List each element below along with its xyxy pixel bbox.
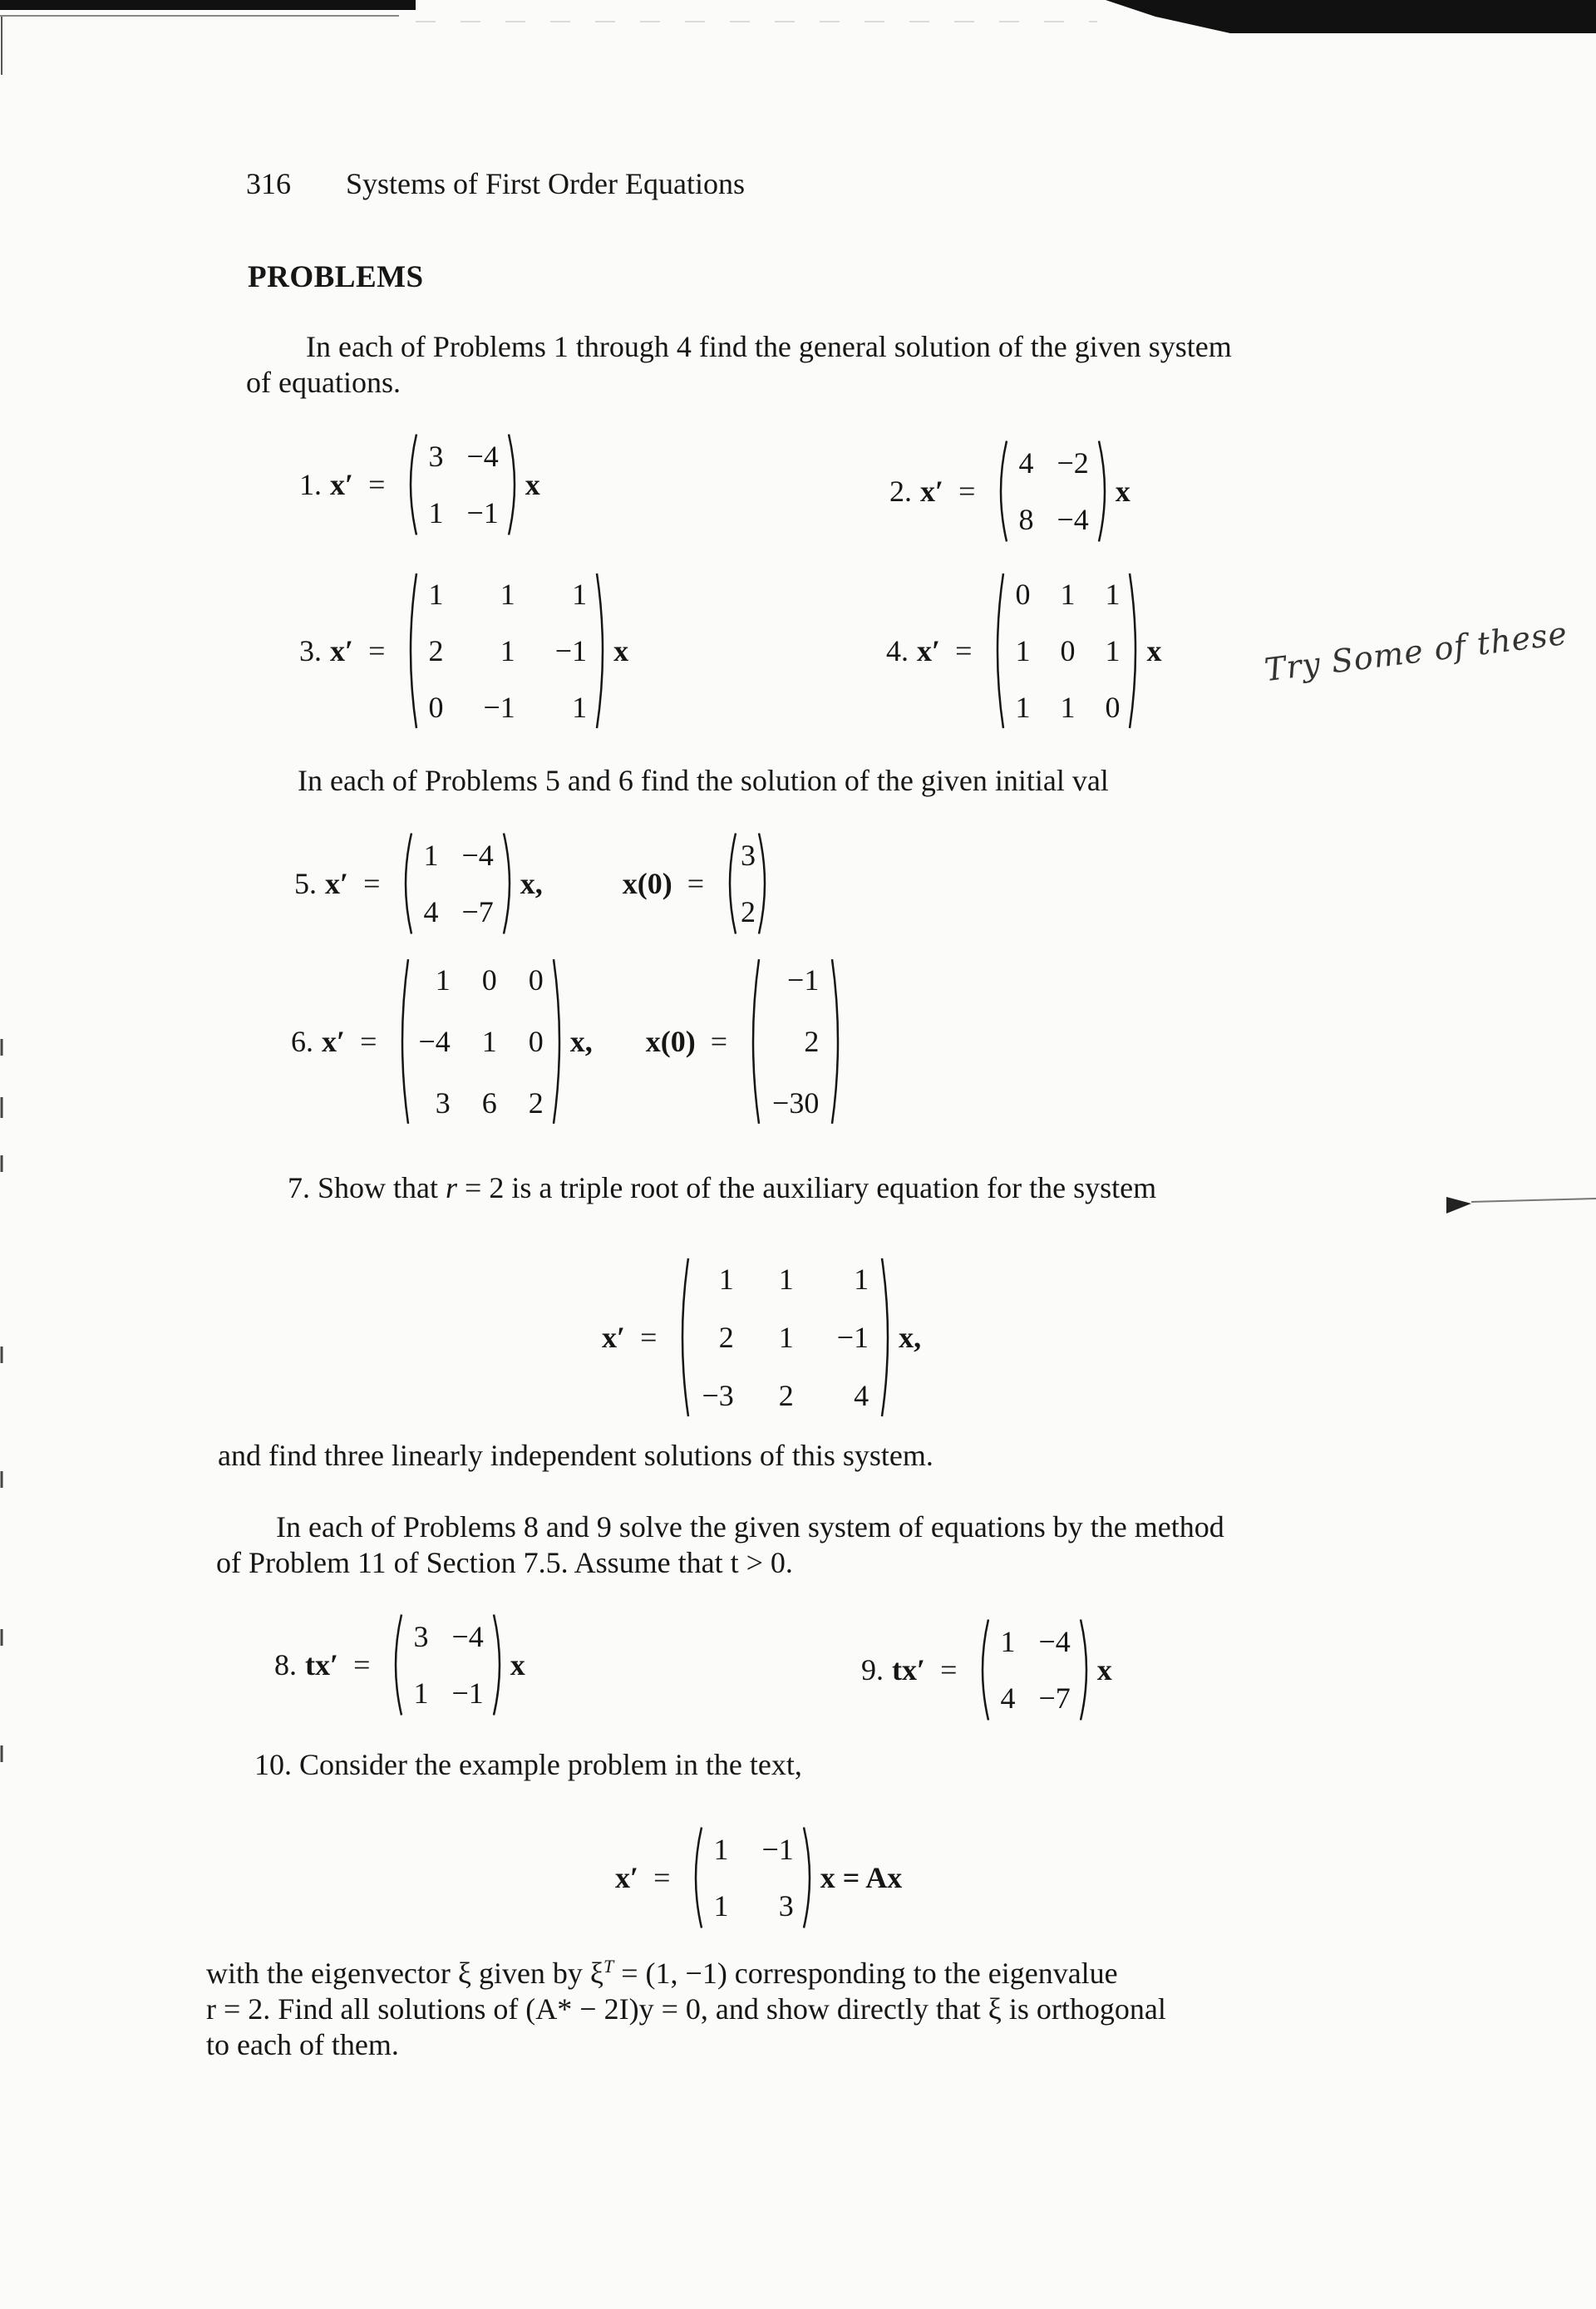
cell: −1	[483, 691, 515, 724]
cell: 2	[428, 634, 444, 667]
scan-edge-left	[0, 0, 12, 2309]
cell: 1	[413, 1676, 429, 1710]
cell: −4	[461, 839, 494, 872]
cell: 0	[1015, 578, 1031, 611]
equals: =	[958, 475, 976, 508]
cell: 3	[428, 440, 444, 473]
cell: 0	[1060, 634, 1076, 667]
cell: −1	[451, 1676, 484, 1710]
right-paren	[880, 1255, 895, 1420]
cell: −4	[1057, 503, 1089, 536]
problem-4	[886, 570, 1161, 731]
lhs: tx′	[892, 1653, 926, 1686]
rhs: x = Ax	[820, 1861, 903, 1894]
rhs: x	[1146, 634, 1162, 667]
equals: =	[955, 634, 973, 667]
left-paren	[688, 1825, 703, 1930]
cell: −4	[451, 1620, 484, 1653]
cell: 2	[741, 895, 756, 928]
body-line-3: to each of them.	[206, 2028, 399, 2061]
left-paren	[395, 956, 410, 1127]
matrix	[975, 1617, 1093, 1722]
cell: 1	[1060, 578, 1076, 611]
matrix	[675, 1255, 895, 1420]
cell: 1	[423, 839, 439, 872]
cell: 1	[572, 578, 588, 611]
rhs: x,	[899, 1321, 922, 1354]
cell: 1	[1105, 578, 1121, 611]
rhs: x	[525, 468, 540, 501]
cell: 4	[423, 895, 439, 928]
rhs: x	[510, 1648, 525, 1681]
left-paren	[975, 1617, 990, 1722]
cell: 1	[500, 578, 515, 611]
scan-edge-top	[0, 0, 1596, 33]
cell: 1	[778, 1263, 794, 1296]
rhs: x	[1115, 475, 1130, 508]
problem-7-text-rest: = 2 is a triple root of the auxiliary equation for the system	[457, 1171, 1157, 1204]
lhs: x′	[602, 1321, 626, 1354]
cell: 1	[718, 1263, 734, 1296]
problem-number: 3.	[299, 634, 322, 667]
problem-10-body	[206, 1948, 1387, 2063]
problem-6: 6. x′ = 1 0 0 −4 1 0 3 6 2 x, x(0) = −1 2 −30	[291, 956, 849, 1127]
right-paren	[1128, 570, 1143, 731]
problem-3	[299, 570, 628, 731]
right-paren	[1079, 1617, 1094, 1722]
page-flag-marker	[1446, 1180, 1596, 1230]
cell: 1	[713, 1889, 729, 1923]
cell: −4	[1038, 1625, 1071, 1658]
right-paren	[595, 570, 610, 731]
problem-10-system	[615, 1825, 902, 1930]
left-paren	[403, 570, 418, 731]
intro-line-2: of Problem 11 of Section 7.5. Assume that t > 0.	[216, 1546, 793, 1579]
lhs: x′	[330, 634, 354, 667]
variable-r: r	[446, 1171, 458, 1204]
cell: 4	[1000, 1681, 1016, 1715]
problem-7-text: 7. Show that	[288, 1171, 446, 1204]
cell: −7	[461, 895, 494, 928]
problem-number: 5.	[294, 867, 317, 900]
cell: 8	[1018, 503, 1034, 536]
cell: 3	[413, 1620, 429, 1653]
cell: −1	[836, 1321, 869, 1354]
cell: 3	[778, 1889, 794, 1923]
cell: 1	[428, 496, 444, 529]
cell: 2	[718, 1321, 734, 1354]
equals: =	[940, 1653, 958, 1686]
left-paren	[388, 1612, 403, 1717]
right-paren	[552, 956, 567, 1127]
initial-condition-lhs: x(0)	[622, 867, 672, 900]
equals: =	[640, 1321, 658, 1354]
right-paren	[507, 432, 522, 537]
cell: −30	[772, 1086, 820, 1120]
cell: 1	[481, 1025, 497, 1058]
left-paren	[722, 831, 737, 936]
cell: 4	[854, 1379, 869, 1412]
cell: 0	[1105, 691, 1121, 724]
left-paren	[398, 831, 413, 936]
body-line-1-rest: = (1, −1) corresponding to the eigenvalue	[613, 1957, 1118, 1990]
handwritten-note: Try Some of these	[1262, 614, 1570, 689]
cell: −2	[1057, 446, 1089, 480]
lhs: x′	[920, 475, 944, 508]
cell: 2	[528, 1086, 544, 1120]
intro-problems-1-4	[246, 329, 1401, 401]
equals: =	[653, 1861, 671, 1894]
right-paren	[492, 1612, 507, 1717]
problem-10-statement: 10. Consider the example problem in the text,	[254, 1748, 802, 1781]
cell: −1	[787, 963, 820, 997]
cell: −1	[761, 1833, 794, 1866]
right-paren	[502, 831, 517, 936]
initial-vector	[746, 956, 845, 1127]
equals: =	[368, 634, 386, 667]
left-paren	[993, 439, 1008, 544]
lhs: x′	[325, 867, 349, 900]
lhs: x′	[330, 468, 354, 501]
cell: 1	[1060, 691, 1076, 724]
cell: 2	[804, 1025, 820, 1058]
intro-line-1: In each of Problems 8 and 9 solve the given system of equations by the method	[276, 1510, 1224, 1543]
problem-5: 5. x′ = 1 −4 4 −7 x, x(0) = 3 2	[294, 831, 776, 936]
cell: 1	[1015, 634, 1031, 667]
matrix	[990, 570, 1143, 731]
matrix	[395, 956, 566, 1127]
intro-line-2: of equations.	[246, 366, 401, 399]
cell: 1	[1015, 691, 1031, 724]
matrix	[388, 1612, 506, 1717]
intro-line-1: In each of Problems 1 through 4 find the general solution of the given system	[306, 330, 1232, 363]
right-paren	[1097, 439, 1112, 544]
cell: 6	[481, 1086, 497, 1120]
left-paren	[675, 1255, 690, 1420]
problem-number: 2.	[889, 475, 912, 508]
matrix	[403, 570, 610, 731]
problem-1	[299, 432, 540, 537]
section-heading: PROBLEMS	[248, 260, 424, 294]
problem-7-system	[602, 1255, 921, 1420]
cell: −4	[466, 440, 499, 473]
rhs: x,	[520, 867, 543, 900]
problem-number: 8.	[274, 1648, 297, 1681]
cell: 1	[428, 578, 444, 611]
cell: −1	[466, 496, 499, 529]
cell: 3	[435, 1086, 451, 1120]
right-paren	[757, 831, 772, 936]
equals: =	[368, 468, 386, 501]
initial-vector	[722, 831, 772, 936]
rhs: x	[1096, 1653, 1112, 1686]
rhs: x,	[569, 1025, 593, 1058]
left-paren	[403, 432, 418, 537]
matrix	[993, 439, 1111, 544]
lhs: x′	[917, 634, 941, 667]
matrix	[398, 831, 516, 936]
lhs: x′	[322, 1025, 346, 1058]
cell: 1	[713, 1833, 729, 1866]
right-paren	[802, 1825, 817, 1930]
transpose-superscript: T	[603, 1956, 614, 1977]
matrix	[688, 1825, 816, 1930]
rhs: x	[613, 634, 629, 667]
running-head	[246, 166, 745, 201]
cell: 1	[572, 691, 588, 724]
initial-condition-lhs: x(0)	[645, 1025, 696, 1058]
left-paren	[990, 570, 1005, 731]
problem-number: 4.	[886, 634, 909, 667]
problem-number: 9.	[861, 1653, 884, 1686]
problem-number: 6.	[291, 1025, 313, 1058]
running-title: Systems of First Order Equations	[346, 167, 745, 200]
matrix	[403, 432, 521, 537]
problem-7-followup: and find three linearly independent solutions of this system.	[218, 1439, 933, 1472]
intro-problems-5-6: In each of Problems 5 and 6 find the solution of the given initial val	[298, 764, 1109, 797]
problem-7-statement	[288, 1170, 1156, 1206]
cell: 0	[428, 691, 444, 724]
equals: =	[360, 1025, 377, 1058]
problem-number: 1.	[299, 468, 322, 501]
cell: 4	[1018, 446, 1034, 480]
problem-2	[889, 439, 1130, 544]
lhs: tx′	[305, 1648, 339, 1681]
cell: 3	[741, 839, 756, 872]
intro-problems-8-9	[216, 1509, 1380, 1581]
cell: 1	[1000, 1625, 1016, 1658]
cell: 0	[481, 963, 497, 997]
body-line-2: r = 2. Find all solutions of (A* − 2I)y = 0, and show directly that ξ is orthogonal	[206, 1992, 1166, 2026]
equals: =	[363, 867, 381, 900]
cell: 0	[528, 1025, 544, 1058]
page-number: 316	[246, 167, 291, 200]
left-paren	[746, 956, 761, 1127]
cell: 1	[500, 634, 515, 667]
problem-9	[861, 1617, 1112, 1722]
cell: 1	[1105, 634, 1121, 667]
right-paren	[830, 956, 845, 1127]
problem-8	[274, 1612, 525, 1717]
lhs: x′	[615, 1861, 639, 1894]
cell: 1	[435, 963, 451, 997]
cell: −7	[1038, 1681, 1071, 1715]
cell: 1	[854, 1263, 869, 1296]
cell: 0	[528, 963, 544, 997]
body-line-1: with the eigenvector ξ given by ξ	[206, 1957, 603, 1990]
equals: =	[353, 1648, 371, 1681]
cell: 1	[778, 1321, 794, 1354]
cell: −1	[554, 634, 588, 667]
cell: −4	[418, 1025, 451, 1058]
cell: 2	[778, 1379, 794, 1412]
cell: −3	[702, 1379, 734, 1412]
